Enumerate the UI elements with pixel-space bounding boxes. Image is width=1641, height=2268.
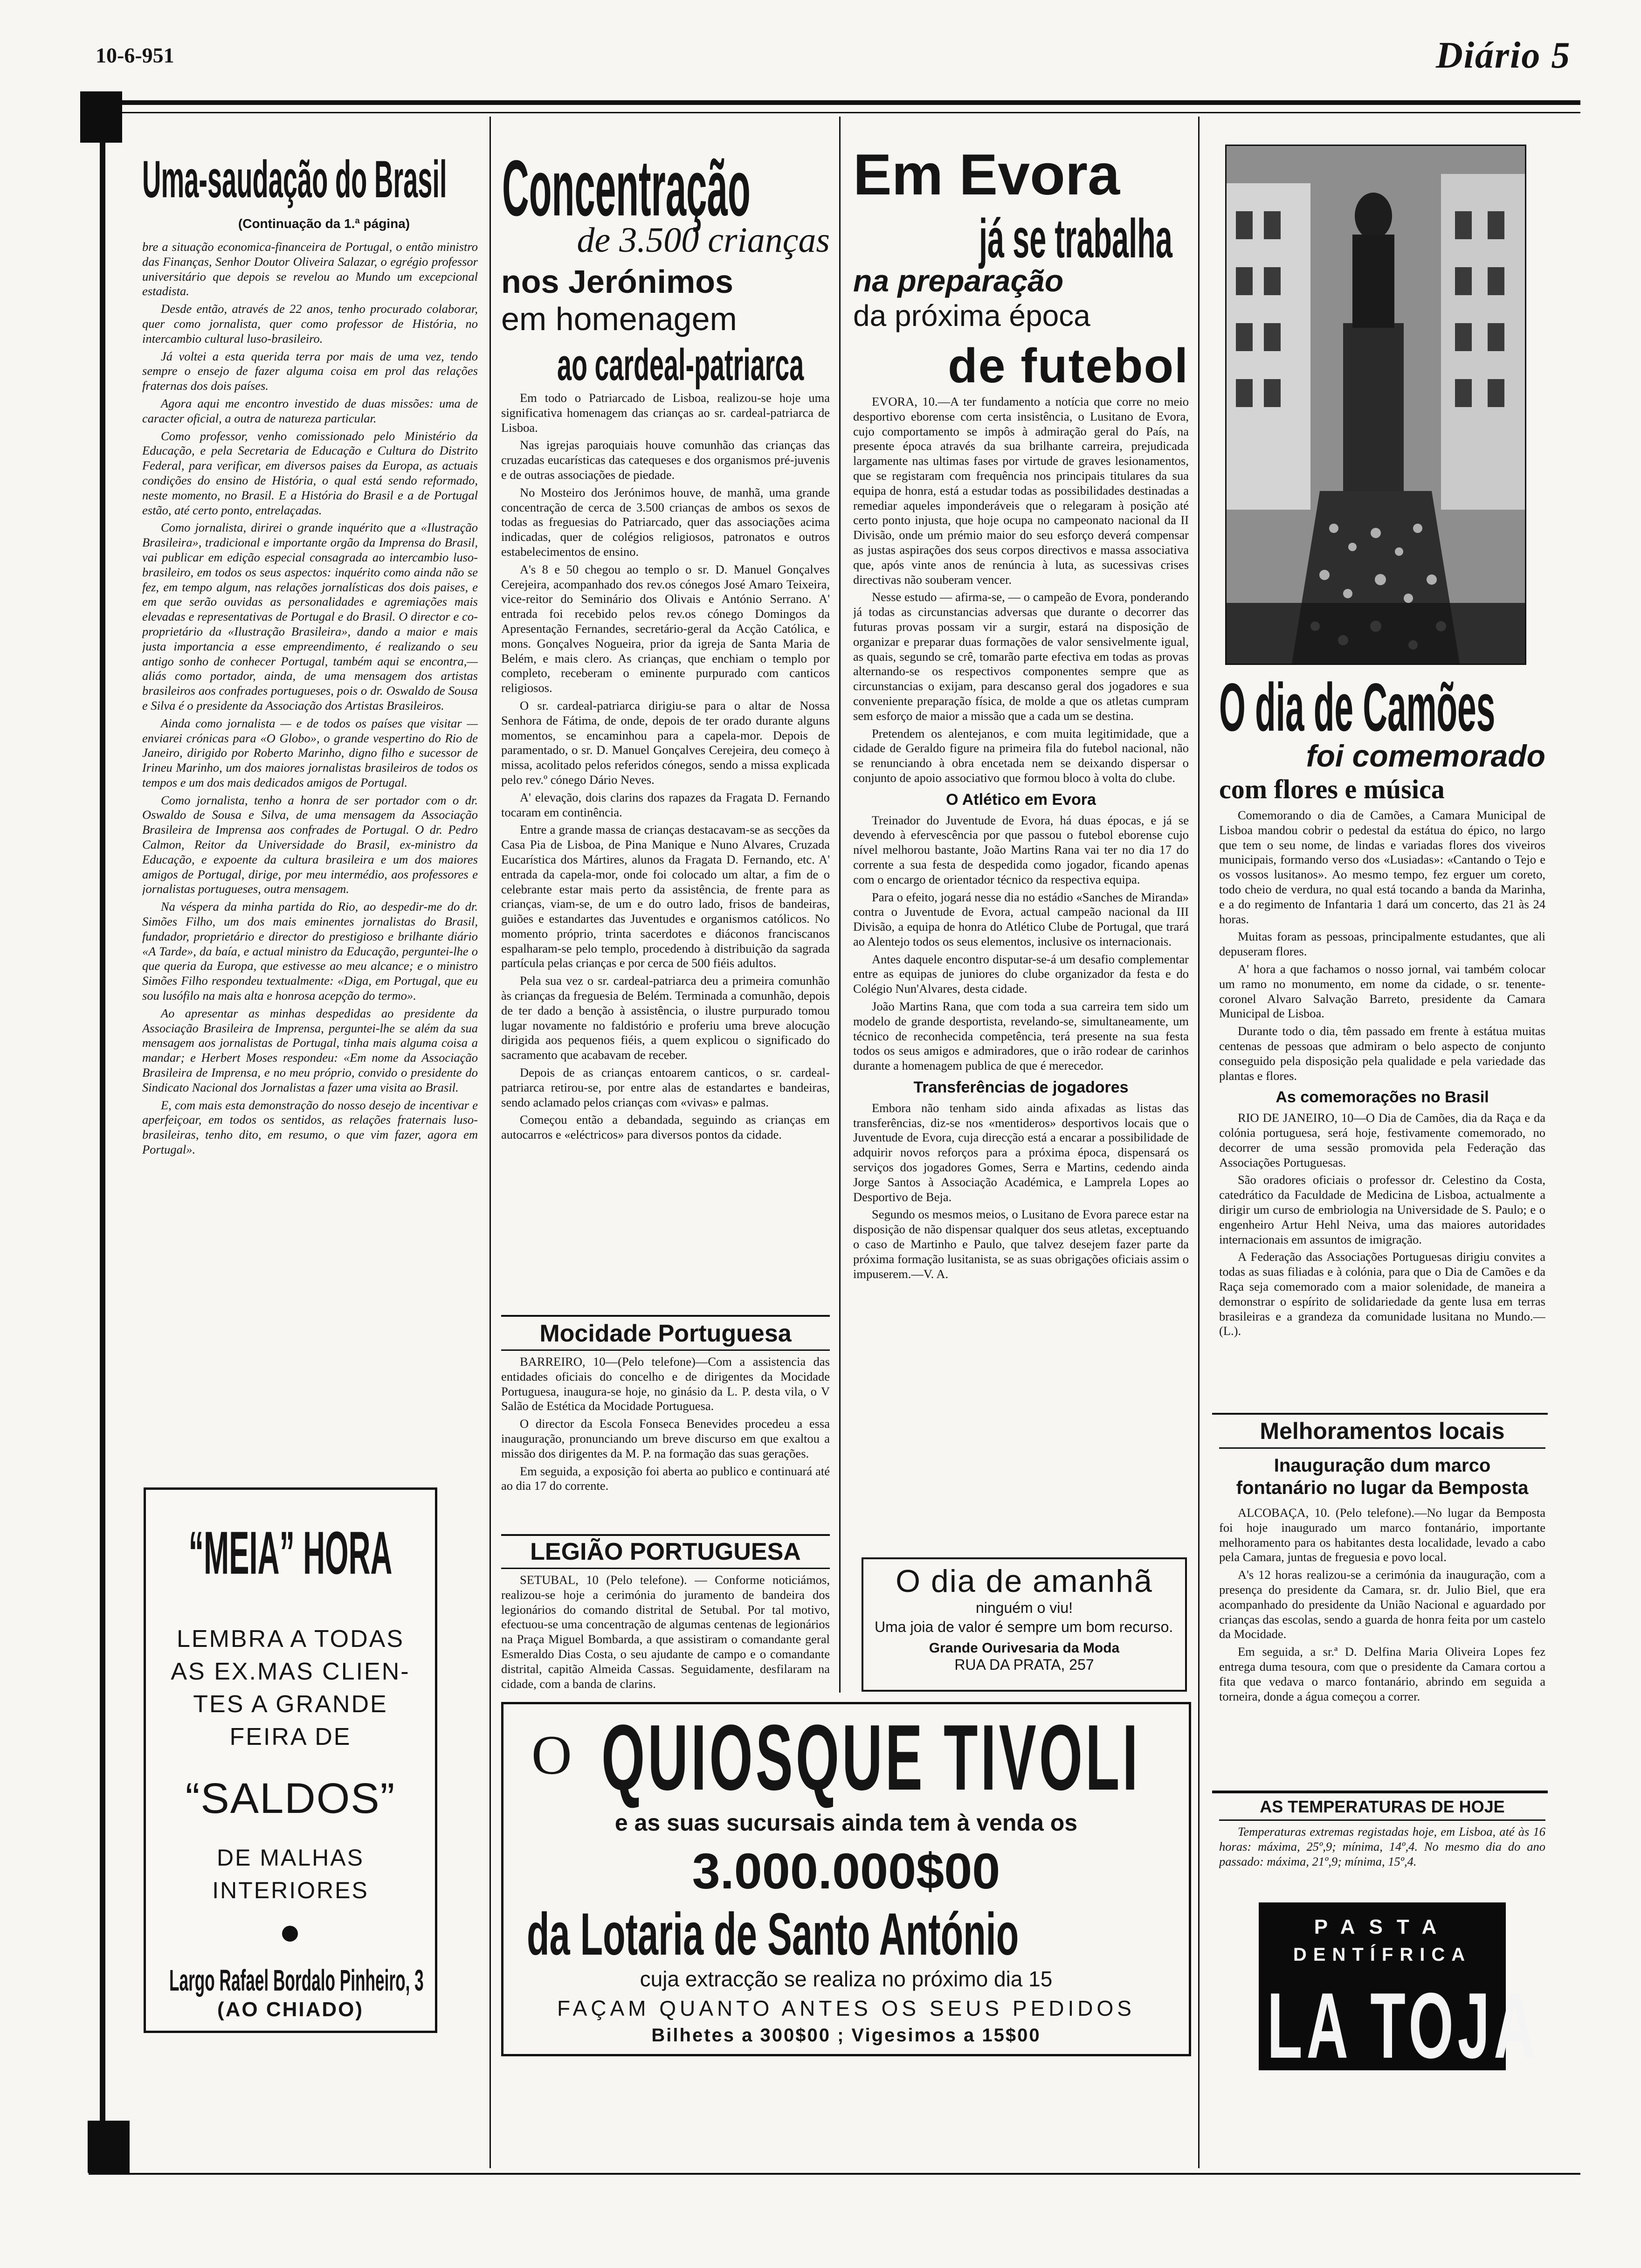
legiao-body — [501, 1573, 830, 1691]
evora-headline-2: já se trabalha — [979, 208, 1172, 270]
legiao-paragraph: SETUBAL, 10 (Pelo telefone). — Conforme noticiámos, realizou-se hoje a cerimónia do juramento de bandeira dos legionários do comando distrital de Setubal. Por tal motivo, efectuou-se uma concentração de algumas centenas de legionários na Praça Miguel Bombarda, a que assistiram o comandante geral Esmeraldo Dias Costa, o seu ajudante de campo e o comandante distrital, capitão Almeida Cassas. Seguidamente, desfilaram na cidade, com a banda de clarins. — [501, 1573, 830, 1691]
ad-line: INTERIORES — [212, 1877, 369, 1903]
jeronimos-paragraph: Depois de as crianças entoarem canticos, o sr. cardeal-patriarca retirou-se, por entre alas de estandartes e bandeiras, sendo aclamado pelos crianças com «vivas» e palmas. — [501, 1065, 830, 1109]
jeronimos-headline-2: de 3.500 crianças — [577, 221, 830, 260]
evora-paragraph: Embora não tenham sido ainda afixadas as listas das transferências, diz-se nos «mentideros» desportivos locais que o Juventude de Evora, cuja direcção está a encarar a possibilidade de adquirir novos reforços para a próxima época, dispensará os serviços dos jogadores Gomes, Serra e Martins, cedendo ainda Jorge Santos à Associação Académica, e Lamprela Lopes ao Desportivo de Beja. — [853, 1100, 1189, 1204]
page-date: 10-6-951 — [96, 43, 174, 67]
temperaturas-text: Temperaturas extremas registadas hoje, em Lisboa, até às 16 horas: máxima, 25º,9; mínima, 14º,4. No mesmo dia do ano passado: máxima, 21º,9; mínima, 15º,4. — [1219, 1825, 1545, 1868]
ad-line: DE MALHAS — [217, 1845, 364, 1871]
ad-line: AS EX.MAS CLIEN- — [171, 1658, 410, 1685]
brasil-headline: Uma-saudação do Brasil — [142, 150, 447, 208]
jeronimos-paragraph: A' elevação, dois clarins dos rapazes da Fragata D. Fernando tocaram em continência. — [501, 790, 830, 819]
camoes-body — [1219, 808, 1545, 1339]
jeronimos-paragraph: Entre a grande massa de crianças destacavam-se as secções da Casa Pia de Lisboa, de Pina Manique e Nuno Alvares, Cruzada Eucarística dos Mártires, alunos da Fragata D. Fernando, etc. A' entrada da capela-mor, onde foi colocado um altar, a fim de o celebrante estar mais perto da assistência, de frente para as crianças, viam-se, de um e do outro lado, frisos de bandeiras, guiões e estandartes das Juventudes e organismos católicos. No momento próprio, trinta sacerdotes e diáconos franciscanos espalharam-se pelo templo, procedendo à distribuição da sagrada partícula pelas crianças e por cerca de 500 fiéis adultos. — [501, 823, 830, 970]
ourivesaria-ad — [862, 1557, 1187, 1692]
tivoli-prices: Bilhetes a 300$00 ; Vigesimos a 15$00 — [651, 2025, 1041, 2046]
evora-paragraph: Antes daquele encontro disputar-se-á um desafio complementar entre as equipas de juniores do clube organizador da festa e do Colégio Nun'Alvares, desta cidade. — [853, 952, 1189, 996]
camoes-paragraph: Durante todo o dia, têm passado em frente à estátua muitas centenas de pessoas que admiram o belo aspecto de conjunto conseguido pela disposição pela qualidade e pela variedade das plantas e flores. — [1219, 1024, 1545, 1083]
tivoli-lotaria: da Lotaria de Santo António — [527, 1901, 1019, 1968]
column-rule-2 — [839, 117, 841, 1693]
brasil-paragraph: bre a situação economica-financeira de Portugal, o então ministro das Finanças, Senhor Doutor Oliveira Salazar, o egrégio professor universitário que depois se revelou ao Mundo um excepcional estadista. — [142, 240, 478, 298]
evora-paragraph: EVORA, 10.—A ter fundamento a notícia que corre no meio desportivo eborense com certa insistência, o Lusitano de Evora, cujo comportamento se impôs à admiração geral do País, na presente época através da sua brilhante carreira, prejudicada largamente nas ultimas fases por virtude de graves lesionamentos, que se registaram com frequência nos principais titulares da sua equipa de honra, está a estudar todas as possibilidades destinadas a remediar aqueles imponderáveis que o relegaram à posição até certo ponto injusta, que hoje ocupa no campeonato nacional da II Divisão, onde um prémio maior do seu esforço deverá compensar as justas aspirações dos seus corpos directivos e massa associativa que, após vinte anos de renúncia à luta, as sucessivas crises directivas não souberam vencer. — [853, 394, 1189, 587]
legiao-article — [501, 1538, 830, 1692]
bottom-rule — [89, 2173, 1580, 2175]
brasil-article — [142, 140, 478, 1473]
ourivesaria-line: ninguém o viu! — [975, 1599, 1073, 1616]
tivoli-line: FAÇAM QUANTO ANTES OS SEUS PEDIDOS — [557, 1996, 1135, 2020]
brasil-paragraph: Como jornalista, tenho a honra de ser portador com o dr. Oswaldo de Sousa e Silva, de uma mensagem da Associação Brasileira de Imprensa aos confrades de Portugal. O dr. Pedro Calmon, Reitor da Universidade do Brasil, ex-ministro da Educação, e expoente da cultura brasileira e um dos maiores amigos de Portugal, dirige, por meu intermédio, aos professores e jornalistas portugueses, outra mensagem. — [142, 793, 478, 896]
melhoramentos-rule-top — [1212, 1413, 1548, 1415]
brasil-paragraph: Ao apresentar as minhas despedidas ao presidente da Associação Brasileira de Imprensa, perguntei-lhe se além da sua mensagem aos jornalistas de Portugal, tinha mais alguma coisa a mandar; e Herbert Moses respondeu: «Em nome da Associação Brasileira de Imprensa, e no meu próprio, convido o presidente do Sindicato Nacional dos Jornalistas a fazer uma visita ao Brasil. — [142, 1006, 478, 1094]
legiao-rule-top — [501, 1534, 830, 1536]
mocidade-article — [501, 1320, 830, 1534]
evora-subhead-transferencias: Transferências de jogadores — [913, 1079, 1129, 1097]
camoes-paragraph: RIO DE JANEIRO, 10—O Dia de Camões, dia da Raça e da colónia portuguesa, será hoje, festivamente comemorado, no decorrer de uma sessão promovida pela Federação das Associações Portuguesas. — [1219, 1111, 1545, 1169]
camoes-paragraph: São oradores oficiais o professor dr. Celestino da Costa, catedrático da Faculdade de Medicina de Lisboa, actualmente a dirigir um curso de embriologia na Universidade de S. Paulo; e o engenheiro Artur Hehl Neiva, uma das maiores autoridades internacionais em assuntos de imigração. — [1219, 1173, 1545, 1246]
brasil-paragraph: Já voltei a esta querida terra por mais de uma vez, tendo sempre o ensejo de fazer alguma coisa em prol das relações fraternas dos dois países. — [142, 349, 478, 393]
jeronimos-body — [501, 391, 830, 1142]
melhoramentos-paragraph: A's 12 horas realizou-se a cerimónia da inauguração, com a presença do presidente da Camara, sr. dr. Julio Biel, que era acompanhado do presidente da União Nacional e aguardado por crianças das escolas, sendo a guarda de honra feita por um castelo da Mocidade. — [1219, 1568, 1545, 1641]
ad-district: (AO CHIADO) — [217, 1998, 364, 2021]
camoes-paragraph: A Federação das Associações Portuguesas dirigiu convites a todas as suas filiadas e à colónia, para que o Dia de Camões e da Raça seja comemorado com a maior solenidade, de maneira a demonstrar o espírito de solidariedade da gente lusa em terras brasileiras e a grandeza da comunidade lusitana no Mundo.—(L.). — [1219, 1250, 1545, 1338]
mocidade-paragraph: Em seguida, a exposição foi aberta ao publico e continuará até ao dia 17 do corrente. — [501, 1464, 830, 1493]
tivoli-line: cuja extracção se realiza no próximo dia 15 — [640, 1967, 1053, 1991]
mocidade-title: Mocidade Portuguesa — [501, 1320, 830, 1351]
evora-headline-3: na preparação — [853, 263, 1064, 298]
ad-line: FEIRA DE — [229, 1723, 352, 1750]
camoes-paragraph: Comemorando o dia de Camões, a Camara Municipal de Lisboa mandou cobrir o pedestal da estátua do épico, no largo que tem o seu nome, de lindas e variadas flores dos viveiros municipais, formando verso dos «Lusiadas»: «Cantando o Tejo e os vossos lusitanos». Ao mesmo tempo, fez erguer um coreto, todo cheio de verdura, no qual está tocando a banda da Marinha, e a do regimento de Infantaria 1 dará um concerto, das 21 às 24 horas. — [1219, 808, 1545, 926]
temperaturas-rule-top — [1212, 1791, 1548, 1793]
brasil-paragraph: Agora aqui me encontro investido de duas missões: uma de caracter oficial, a outra de natureza particular. — [142, 396, 478, 425]
tivoli-amount: 3.000.000$00 — [692, 1843, 1000, 1899]
camoes-article — [1219, 664, 1545, 1411]
camoes-headline-2: foi comemorado — [1306, 739, 1545, 773]
tivoli-line: e as suas sucursais ainda tem à venda os — [614, 1810, 1078, 1836]
ad-line: LEMBRA A TODAS — [176, 1625, 405, 1653]
temperaturas-body — [1219, 1825, 1545, 1869]
tivoli-ad — [501, 1702, 1191, 2056]
melhoramentos-title: Melhoramentos locais — [1219, 1418, 1545, 1449]
melhoramentos-article — [1219, 1418, 1545, 1786]
jeronimos-headline-5: ao cardeal-patriarca — [557, 340, 804, 390]
brasil-paragraph: Como professor, venho comissionado pelo Ministério da Educação, e pela Secretaria de Educação e Cultura do Distrito Federal, para verificar, em diversos paises da Europa, as actuais condições do ensino de História, o qual está sendo reformado, neste momento, no Brasil. E a História do Brasil e a de Portugal estão, até certo ponto, entrelaçadas. — [142, 429, 478, 517]
ourivesaria-title: O dia de amanhã — [896, 1563, 1153, 1599]
brasil-paragraph: Desde então, através de 22 anos, tenho procurado colaborar, quer como jornalista, quer como professor de História, no intercambio cultural luso-brasileiro. — [142, 302, 478, 346]
camoes-paragraph: Muitas foram as pessoas, principalmente estudantes, que ali depuseram flores. — [1219, 929, 1545, 959]
evora-paragraph: Para o efeito, jogará nesse dia no estádio «Sanches de Miranda» contra o Juventude de Evora, actual campeão nacional da III Divisão, a equipa de honra do Atlético Clube de Portugal, que trará ao Alentejo todos os seus elementos, inclusive os internacionais. — [853, 890, 1189, 948]
evora-body — [853, 394, 1189, 1281]
jeronimos-headline-1: Concentração — [502, 144, 751, 233]
evora-headline-4: da próxima época — [853, 299, 1090, 332]
jeronimos-paragraph: Pela sua vez o sr. cardeal-patriarca deu a primeira comunhão às crianças da freguesia de Belém. Terminada a comunhão, depois de ter dado a benção à assistência, o ilustre purpurado tomou lugar novamente no faldistório e proferiu uma breve alocução dirigida aos pequenos fiéis, a quem explicou o significado do sacramento que acabavam de receber. — [501, 974, 830, 1062]
mocidade-paragraph: O director da Escola Fonseca Benevides procedeu a essa inauguração, pronunciando um breve discurso em que exaltou a missão dos dirigentes da M. P. na formação das suas gerações. — [501, 1417, 830, 1460]
ourivesaria-line: Uma joia de valor é sempre um bom recurso. — [875, 1618, 1173, 1635]
jeronimos-paragraph: No Mosteiro dos Jerónimos houve, de manhã, uma grande concentração de cerca de 3.500 crianças de ambos os sexos de todas as freguesias do Patriarcado, quer das associações acima indicadas, quer de colégios religiosos, patronatos e outros estabelecimentos de ensino. — [501, 485, 830, 559]
melhoramentos-body — [1219, 1506, 1545, 1704]
camoes-statue-photo — [1225, 145, 1526, 665]
tivoli-title: QUIOSQUE TIVOLI — [601, 1706, 1141, 1810]
jeronimos-article — [501, 140, 830, 1315]
la-toja-brand: LA TOJA — [1267, 1974, 1540, 2078]
melhoramentos-paragraph: Em seguida, a sr.ª D. Delfina Maria Oliveira Lopes fez entrega duma tesoura, com que o presidente da Camara cortou a fita que vedava o marco fontanário, abrindo em seguida a torneira, donde a água começou a correr. — [1219, 1645, 1545, 1703]
evora-paragraph: Segundo os mesmos meios, o Lusitano de Evora parece estar na disposição de não dispensar qualquer dos seus atletas, exceptuando o caso de Martinho e Paulo, que talvez desejem fazer parte da próxima formação lusitanista, se as suas obrigações oficiais assim o impuserem.—V. A. — [853, 1207, 1189, 1281]
camoes-headline-3: com flores e música — [1219, 774, 1445, 804]
left-margin-bar — [100, 140, 105, 2145]
mocidade-rule-top — [501, 1315, 830, 1317]
la-toja-ad — [1259, 1902, 1540, 2078]
evora-article — [853, 140, 1189, 1553]
meia-hora-ad — [144, 1487, 437, 2033]
ourivesaria-address: RUA DA PRATA, 257 — [954, 1656, 1094, 1673]
top-rule-thin — [89, 112, 1580, 113]
la-toja-line: DENTÍFRICA — [1293, 1944, 1472, 1965]
evora-paragraph: Treinador do Juventude de Evora, há duas épocas, e já se devendo à efervescência por que passou o futebol eborense cujo nível melhorou bastante, João Martins Rana vai ter no dia 17 do corrente a sua festa de despedida como jogador, ficando apenas com o encargo de orientador técnico da respectiva equipa. — [853, 813, 1189, 886]
top-rule-thick — [89, 100, 1580, 105]
statue-illustration — [1227, 146, 1525, 664]
temperaturas-box — [1219, 1795, 1545, 1888]
temperaturas-title: AS TEMPERATURAS DE HOJE — [1219, 1795, 1545, 1821]
evora-headline-5: de futebol — [948, 339, 1189, 393]
column-rule-1 — [490, 117, 491, 2168]
saldos-label: “SALDOS” — [185, 1775, 396, 1822]
camoes-headline-1: O dia de Camões — [1219, 669, 1496, 745]
evora-paragraph: Nesse estudo — afirma-se, — o campeão de Evora, ponderando já todas as circunstancias adversas que durante o decorrer das futuras provas possam vir a surgir, estará na disposição de organizar e preparar duas formações de valor sensivelmente igual, as quais, segundo se crê, tomarão parte efectiva em todas as provas alternando-se os respectivos componentes sempre que as circunstancias o exijam, para descanso geral dos jogadores e sua conveniente preparação física, de molde a que os atletas cumpram sem esforço de maior a missão que a cada um se destina. — [853, 590, 1189, 723]
tivoli-title-o: O — [531, 1724, 572, 1786]
evora-paragraph: João Martins Rana, que com toda a sua carreira tem sido um modelo de grande desportista, revelando-se, simultaneamente, um técnico de reconhecida competência, terá presente na sua festa todos os seus amigos e admiradores, que o irão rodear de carinhos durante a homenagem publica de que é merecedor. — [853, 999, 1189, 1073]
brasil-body — [142, 240, 478, 1157]
masthead: Diário 5 — [1436, 35, 1571, 76]
brasil-paragraph: E, com mais esta demonstração do nosso desejo de incentivar e aperfeiçoar, em todos os sentidos, as relações fraternais luso-brasileiras, tenho dito, em resumo, o que vim fazer, agora em Portugal». — [142, 1098, 478, 1157]
jeronimos-paragraph: Começou então a debandada, seguindo as crianças em autocarros e «eléctricos» para diversos pontos da cidade. — [501, 1113, 830, 1142]
jeronimos-paragraph: A's 8 e 50 chegou ao templo o sr. D. Manuel Gonçalves Cerejeira, acompanhado dos rev.os cónegos José Amaro Teixeira, vice-reitor do Seminário dos Olivais e António Serrano. A' entrada foi recebido pelos rev.os cónego Domingos da Apresentação Fernandes, secretário-geral da Acção Católica, e mons. Gonçalves Nogueira, prior da igreja de Santa Maria de Belém, e mais clero. As crianças, que enchiam o templo por completo, receberam o eminente purpurado com canticos religiosos. — [501, 562, 830, 695]
jeronimos-headline-3: nos Jerónimos — [501, 263, 733, 300]
bullet-icon — [282, 1926, 298, 1942]
brasil-paragraph: Ainda como jornalista — e de todos os países que visitar — enviarei crónicas para «O Globo», o grande vespertino do Rio de Janeiro, dirigido por Roberto Marinho, digno filho e sucessor de Irineu Marinho, um dos maiores jornalistas brasileiros de todos os tempos e um dos mais dedicados amigos de Portugal. — [142, 716, 478, 789]
brasil-paragraph: Na véspera da minha partida do Rio, ao despedir-me do dr. Simões Filho, um dos mais eminentes jornalistas do Brasil, fundador, proprietário e director do prestigioso e brilhante diário «A Tarde», da baía, e actual ministro da Educação, perguntei-lhe o que queria da Europa, que estivesse ao meu alcance; e o ministro Simões Filho respondeu textualmente: «Diga, em Portugal, que eu sou lusófilo na mais alta e honrosa acepção do termo». — [142, 899, 478, 1003]
la-toja-line: PASTA — [1314, 1915, 1451, 1938]
ourivesaria-name: Grande Ourivesaria da Moda — [929, 1640, 1120, 1656]
melhoramentos-paragraph: ALCOBAÇA, 10. (Pelo telefone).—No lugar da Bemposta foi hoje inaugurado um marco fontanário, importante melhoramento para os habitantes desta localidade, levado a cabo pela Camara, juntas de freguesia e povo local. — [1219, 1506, 1545, 1564]
brasil-paragraph: Como jornalista, dirirei o grande inquérito que a «Ilustração Brasileira», tradicional e importante orgão da Imprensa do Brasil, vai publicar em edição especial consagrada ao intercambio luso-brasileiro, em todos os seus aspectos: inquérito como ainda não se fez, em tempo algum, nas relações jornalísticas dos dois paises, e em que serão ouvidas as personalidades e agremiações mais elevadas e representativas de Portugal e do Brasil. O director e co-proprietário da «Ilustração Brasileira», dando a maior e mais justa importancia a esse empreendimento, é realizando o seu antigo sonho de conhecer Portugal, também aqui se encontra,— aliás como portador, ainda, de uma mensagem dos artistas brasileiros aos confrades portugueses, pois o dr. Oswaldo de Sousa e Silva é o presidente da Associação dos Artistas Brasileiros. — [142, 520, 478, 712]
ad-line: TES A GRANDE — [193, 1691, 388, 1718]
legiao-title: LEGIÃO PORTUGUESA — [501, 1538, 830, 1569]
jeronimos-paragraph: Nas igrejas paroquiais houve comunhão das crianças das cruzadas eucarísticas das catequeses e dos organismos pré-juvenis e de outras associações de piedade. — [501, 438, 830, 482]
ad-address: Largo Rafael Bordalo Pinheiro, 3 — [169, 1964, 424, 1997]
jeronimos-paragraph: Em todo o Patriarcado de Lisboa, realizou-se hoje uma significativa homenagem das crianças ao sr. cardeal-patriarca de Lisboa. — [501, 391, 830, 435]
evora-subhead-atletico: O Atlético em Evora — [946, 790, 1096, 809]
mocidade-body — [501, 1355, 830, 1494]
camoes-subhead-brasil: As comemorações no Brasil — [1276, 1088, 1489, 1106]
mocidade-paragraph: BARREIRO, 10—(Pelo telefone)—Com a assistencia das entidades oficiais do concelho e de dirigentes da Mocidade Portuguesa, inaugura-se hoje, no ginásio da L. P. desta vila, o V Salão de Estética da Mocidade Portuguesa. — [501, 1355, 830, 1413]
column-rule-3 — [1198, 117, 1200, 2168]
evora-paragraph: Pretendem os alentejanos, e com muita legitimidade, que a cidade de Geraldo figure na primeira fila do futebol nacional, não se renunciando à obra encetada nem se deixando dispersar o conjunto de apoio associativo que formou bloco à volta do clube. — [853, 726, 1189, 785]
meia-hora-brand: “MEIA” HORA — [188, 1519, 393, 1587]
continuation-note: (Continuação da 1.ª página) — [238, 216, 410, 231]
evora-headline-1: Em Evora — [853, 143, 1120, 207]
melhoramentos-subtitle: Inauguração dum marco fontanário no lugar da Bemposta — [1236, 1455, 1529, 1498]
corner-block-top — [80, 91, 122, 143]
corner-block-bottom — [88, 2121, 130, 2173]
jeronimos-paragraph: O sr. cardeal-patriarca dirigiu-se para o altar de Nossa Senhora de Fátima, de onde, depois de ter orado durante alguns momentos, se encaminhou para a capela-mor. Depois de paramentado, o sr. D. Manuel Gonçalves Cerejeira, deu começo à missa, acolitado pelos referidos cónegos, sendo a missa explicada pelo rev.º cónego Dário Neves. — [501, 698, 830, 787]
jeronimos-headline-4: em homenagem — [501, 301, 737, 337]
camoes-paragraph: A' hora a que fachamos o nosso jornal, vai também colocar um ramo no monumento, em nome da cidade, o sr. tenente-coronel Alvaro Salvação Barreto, presidente da Camara Municipal de Lisboa. — [1219, 961, 1545, 1021]
